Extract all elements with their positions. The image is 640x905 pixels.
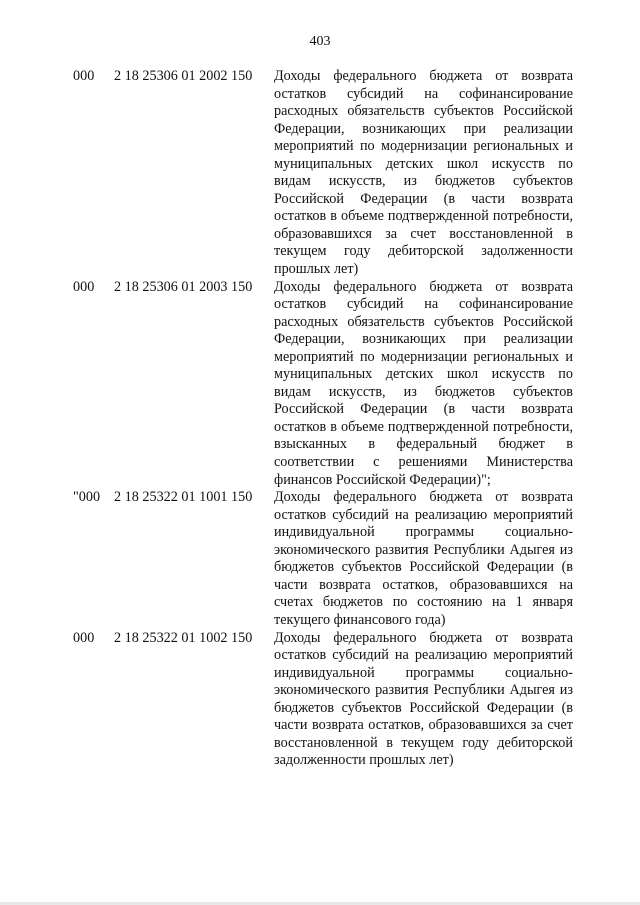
admin-code: 000 <box>73 278 95 295</box>
page-number: 403 <box>309 34 331 49</box>
budget-classification-code: 2 18 25322 01 1001 150 <box>114 489 253 506</box>
revenue-description: Доходы федерального бюджета от возврата остатков субсидий на реализацию мероприятий индивидуальной программы социально-экономического развития Республики Адыгея из бюджетов субъектов Российской Федерации (в части возврата остатков, образовавшихся за счет восстановленной в текущем году дебиторской задолженности прошлых лет) <box>274 629 573 769</box>
budget-code-list <box>0 68 640 770</box>
admin-code: 000 <box>73 629 95 646</box>
table-row <box>0 68 640 279</box>
table-row <box>0 489 640 629</box>
table-row <box>0 630 640 770</box>
revenue-description: Доходы федерального бюджета от возврата остатков субсидий на реализацию мероприятий индивидуальной программы социально-экономического развития Республики Адыгея из бюджетов субъектов Российской Федерации (в части возврата остатков, образовавшихся на счетах бюджетов по состоянию на 1 января текущего финансового года) <box>274 489 573 628</box>
budget-classification-code: 2 18 25322 01 1002 150 <box>114 629 253 646</box>
admin-code: "000 <box>73 489 101 506</box>
revenue-description: Доходы федерального бюджета от возврата остатков субсидий на софинансирование расходных обязательств субъектов Российской Федерации, возникающих при реализации мероприятий по модернизации региональных и муниципальных детских школ искусств по видам искусств, из бюджетов субъектов Российской Федерации (в части возврата остатков в объеме подтвержденной потребности, образовавшихся за счет восстановленной в текущем году дебиторской задолженности прошлых лет) <box>274 68 573 278</box>
budget-classification-code: 2 18 25306 01 2003 150 <box>114 278 253 295</box>
revenue-description: Доходы федерального бюджета от возврата остатков субсидий на софинансирование расходных обязательств субъектов Российской Федерации, возникающих при реализации мероприятий по модернизации региональных и муниципальных детских школ искусств по видам искусств, из бюджетов субъектов Российской Федерации (в части возврата остатков в объеме подтвержденной потребности, взысканных в федеральный бюджет в соответствии с решениями Министерства финансов Российской Федерации)"; <box>274 278 573 488</box>
table-row <box>0 279 640 490</box>
budget-classification-code: 2 18 25306 01 2002 150 <box>114 68 253 84</box>
admin-code: 000 <box>73 68 95 84</box>
